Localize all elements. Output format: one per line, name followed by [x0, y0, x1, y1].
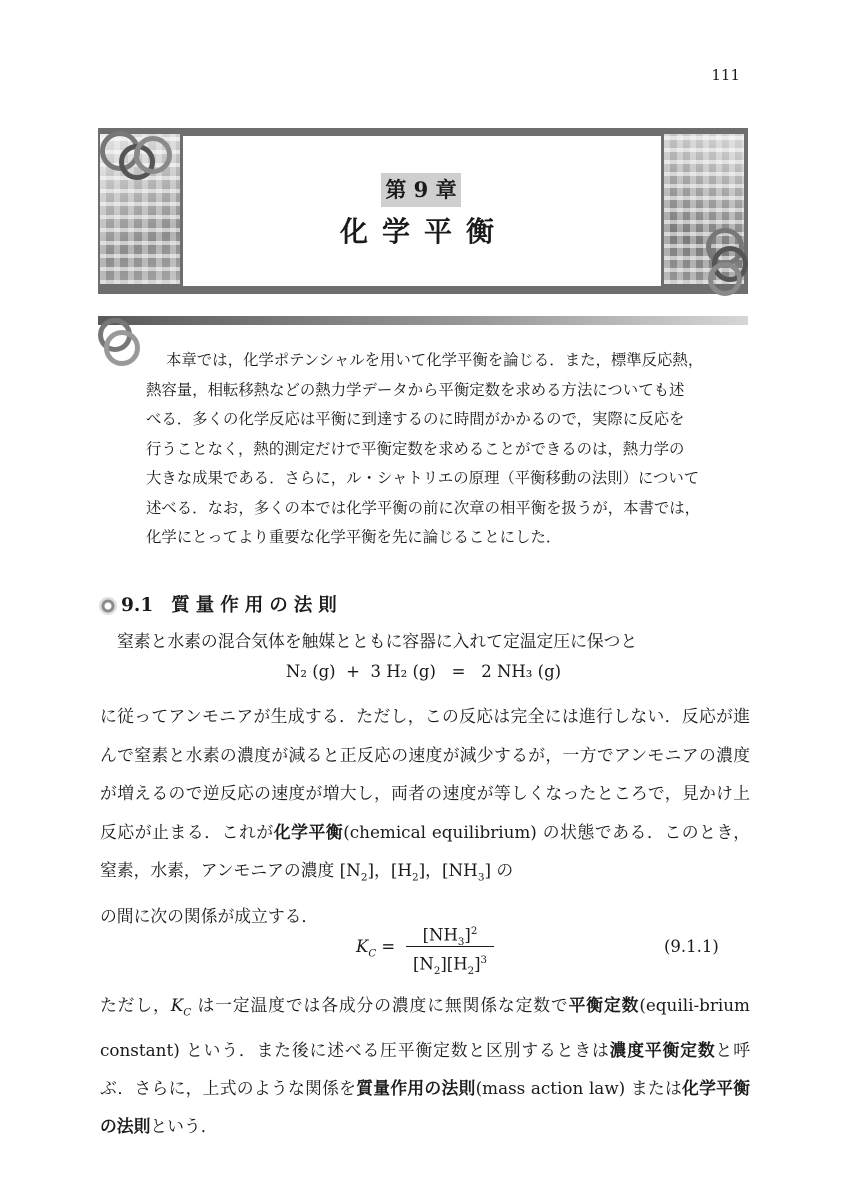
section-number: 9.1 [121, 595, 154, 616]
abstract-line: 化学にとってより重要な化学平衡を先に論じることにした． [146, 528, 562, 546]
eq-operator: + [346, 662, 360, 681]
eq-term: 2 NH₃ (g) [481, 662, 562, 681]
chapter-abstract [146, 346, 750, 553]
text-run: (chemical equilibrium) の状態である．このとき，窒素，水素，アンモニアの濃度 [100, 821, 750, 880]
text-run: (equili-brium constant) という．また後に述べる圧平衡定数と区別するときは [100, 995, 750, 1061]
section-bullet-icon [99, 597, 117, 615]
eq-denominator: $[N_2][H_2]^3$ [412, 954, 488, 977]
eq-operator: = [451, 662, 466, 681]
text-run: と呼ぶ．さらに，上式のような関係を [100, 1040, 750, 1099]
abstract-line: 本章では，化学ポテンシャルを用いて化学平衡を論じる．また，標準反応熱， [166, 351, 704, 369]
ring-icon [708, 262, 742, 296]
paragraph-equilibrium: に従ってアンモニアが生成する．ただし，この反応は完全には進行しない．反応が進んで窒素と水素の濃度が減ると正反応の速度が減少するが，一方でアンモニアの濃度が増えるので逆反応の速度が増大し，両者の速度が等しくなったところで，見かけ上反応が止まる．これが化学平衡(chemical equilibrium) の状態である．このとき，窒素，水素，アンモニアの濃度 $[N_2]$，$[H_2]$，$[NH_3]$ の の間に次の関係が成立する． [100, 706, 750, 926]
text-run: は一定温度では各成分の濃度に無関係な定数で [197, 995, 569, 1015]
abstract-line: 述べる．なお，多くの本では化学平衡の前に次章の相平衡を扱うが，本書では， [146, 498, 701, 517]
term-concentration-equilibrium-constant: 濃度平衡定数 [609, 1040, 716, 1061]
equation-number: (9.1.1) [664, 937, 719, 956]
term-chemical-equilibrium: 化学平衡 [273, 821, 344, 842]
text-run: (mass action law) または [475, 1078, 683, 1099]
eq-lhs: $K_C$ = [356, 937, 396, 960]
abstract-line: 行うことなく，熱的測定だけで平衡定数を求めることができるのは，熱力学の [146, 439, 685, 458]
ring-icon [134, 136, 172, 174]
fraction-bar [406, 946, 494, 947]
eq-numerator: $[NH_3]^2$ [422, 925, 478, 948]
ring-icon [104, 330, 140, 366]
paragraph-definitions: ただし，$K_C$ は一定温度では各成分の濃度に無関係な定数で平衡定数(equili-brium constant) という．また後に述べる圧平衡定数と区別するときは濃度平衡定数と呼ぶ．さらに，上式のような関係を質量作用の法則(mass action law) または化学平衡の法則という． [100, 995, 750, 1137]
abstract-line: 大きな成果である．さらに，ル・シャトリエの原理（平衡移動の法則）について [146, 469, 700, 487]
eq-fraction [406, 920, 494, 977]
text-run: に従ってアンモニアが生成する．ただし，この反応は完全には進行しない．反応が進んで窒素と水素の濃度が減ると正反応の速度が減少するが，一方でアンモニアの濃度が増えるので逆反応の速度が増大し，両者の速度が等しくなったところで，見かけ上反応が止まる．これが [100, 706, 750, 842]
abstract-line: べる．多くの化学反応は平衡に到達するのに時間がかかるので，実際に反応を [146, 410, 685, 428]
chapter-number: 第 9 章 [381, 173, 461, 207]
paragraph-intro: 窒素と水素の混合気体を触媒とともに容器に入れて定温定圧に保つと [117, 631, 638, 651]
text-run: ただし， [100, 995, 171, 1015]
term-law-of-chemical-equilibrium: 化学平衡の法則 [100, 1078, 750, 1137]
section-rule [98, 316, 748, 325]
text-run: の間に次の関係が成立する． [100, 905, 319, 926]
abstract-line: 熱容量，相転移熱などの熱力学データから平衡定数を求める方法についても述 [146, 380, 685, 399]
page-number: 111 [711, 66, 740, 84]
term-mass-action-law: 質量作用の法則 [356, 1078, 476, 1099]
section-title: 質量作用の法則 [171, 595, 343, 616]
section-heading [121, 591, 343, 617]
eq-term: N₂ (g) [285, 662, 336, 681]
equation-reaction [0, 662, 847, 681]
eq-term: 3 H₂ (g) [370, 662, 436, 681]
text-run: という． [150, 1116, 218, 1137]
term-equilibrium-constant: 平衡定数 [568, 995, 640, 1015]
chapter-title: 化学平衡 [339, 215, 508, 248]
